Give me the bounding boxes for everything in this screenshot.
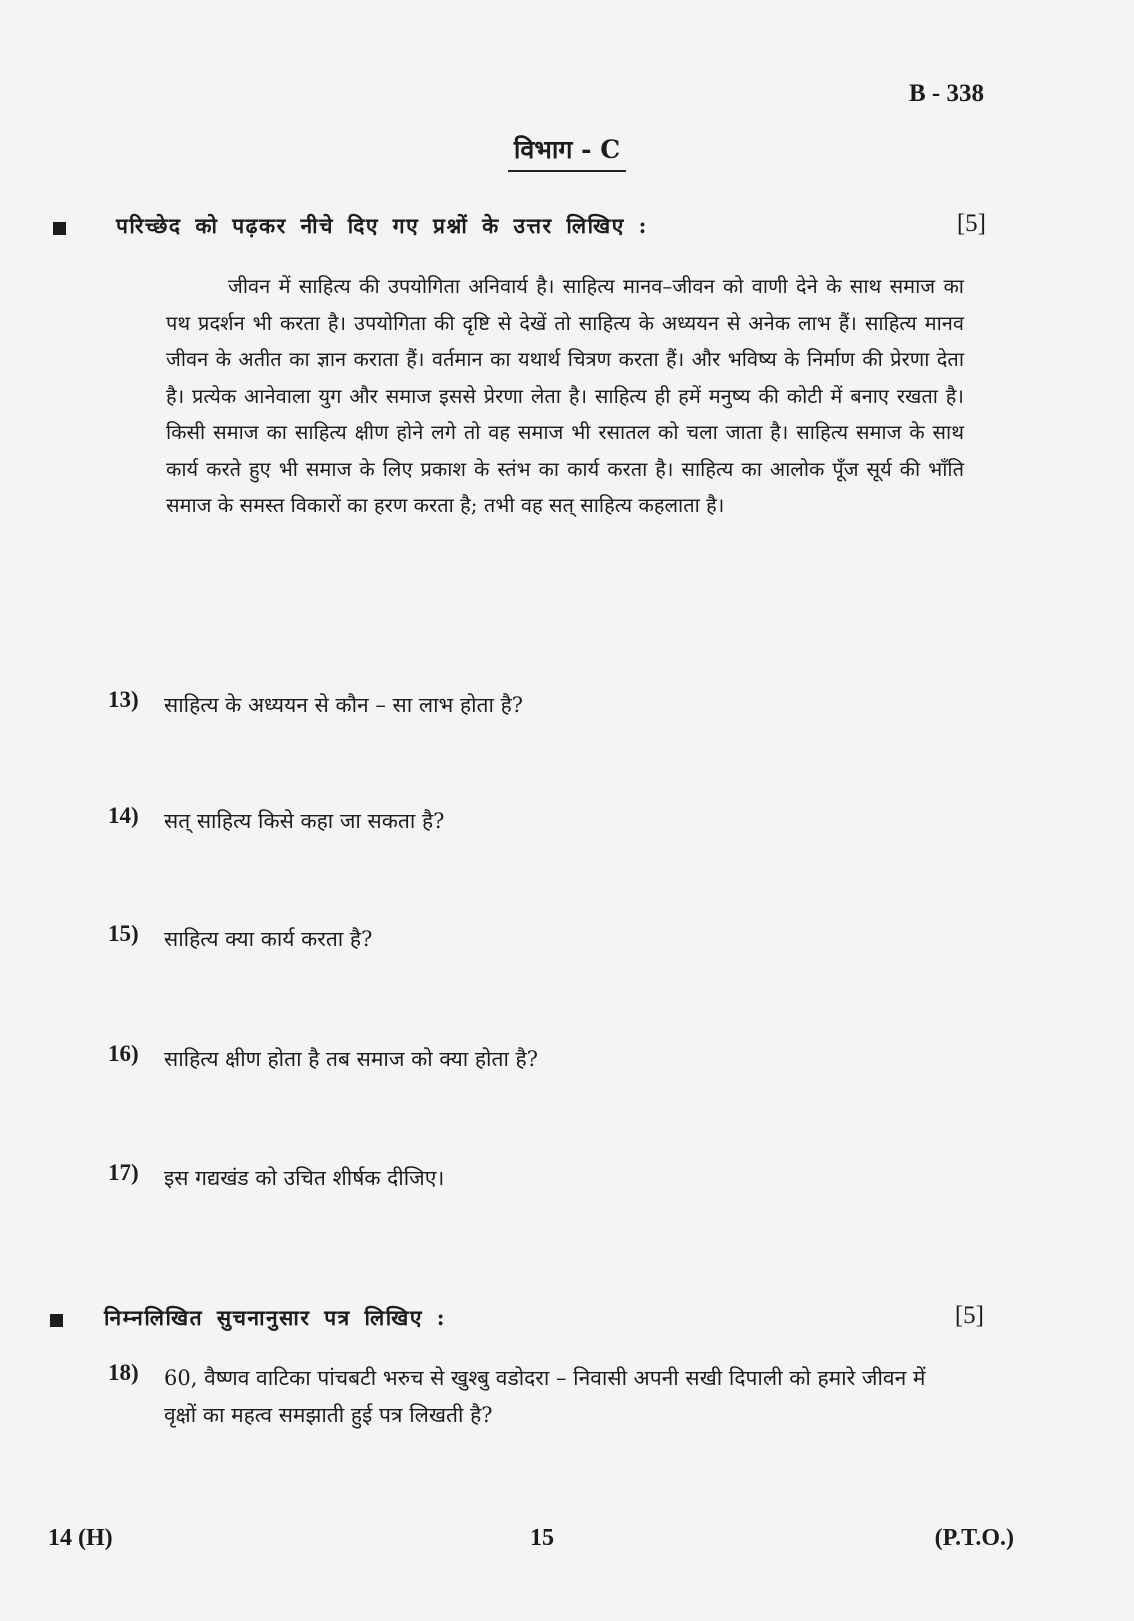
comprehension-instruction: परिच्छेद को पढ़कर नीचे दिए गए प्रश्नों के उत्तर लिखिए : [116, 213, 648, 238]
question-number: 15) [108, 921, 139, 946]
question-number: 16) [108, 1041, 139, 1066]
question-text: साहित्य के अध्ययन से कौन – सा लाभ होता है? [164, 693, 524, 717]
page-number: 15 [530, 1525, 554, 1551]
footer-code: 14 (H) [48, 1525, 113, 1551]
question-16 [108, 1041, 964, 1078]
question-14 [108, 803, 964, 840]
question-text: साहित्य क्या कार्य करता है? [164, 927, 373, 951]
pto-label: (P.T.O.) [934, 1525, 1014, 1551]
paper-code: B - 338 [909, 80, 984, 107]
question-number: 14) [108, 803, 139, 828]
section-title-text: विभाग - C [508, 132, 626, 172]
letter-instruction: निम्नलिखित सुचनानुसार पत्र लिखिए : [104, 1305, 447, 1330]
bullet-icon [53, 222, 66, 235]
question-text: सत् साहित्य किसे कहा जा सकता है? [164, 809, 445, 833]
question-18 [108, 1360, 954, 1434]
question-13 [108, 687, 964, 724]
question-number: 17) [108, 1160, 139, 1185]
passage: जीवन में साहित्य की उपयोगिता अनिवार्य है। साहित्य मानव–जीवन को वाणी देने के साथ समाज का पथ प्रदर्शन भी करता है। उपयोगिता की दृष्टि से देखें तो साहित्य के अध्ययन से अनेक लाभ हैं। साहित्य मानव जीवन के अतीत का ज्ञान कराता हैं। वर्तमान का यथार्थ चित्रण करता हैं। और भविष्य के निर्माण की प्रेरणा देता है। प्रत्येक आनेवाला युग और समाज इससे प्रेरणा लेता है। साहित्य ही हमें मनुष्य की कोटी में बनाए रखता है। किसी समाज का साहित्य क्षीण होने लगे तो वह समाज भी रसातल को चला जाता है। साहित्य समाज के साथ कार्य करते हुए भी समाज के लिए प्रकाश के स्तंभ का कार्य करता है। साहित्य का आलोक पूँज सूर्य की भाँति समाज के समस्त विकारों का हरण करता है; तभी वह सत् साहित्य कहलाता है। [166, 274, 964, 517]
question-15 [108, 921, 964, 958]
question-number: 18) [108, 1360, 139, 1385]
letter-marks: [5] [954, 1302, 984, 1329]
comprehension-marks: [5] [956, 210, 986, 237]
question-text: साहित्य क्षीण होता है तब समाज को क्या होता है? [164, 1047, 538, 1071]
question-number: 13) [108, 687, 139, 712]
question-text: इस गद्यखंड को उचित शीर्षक दीजिए। [164, 1166, 445, 1190]
question-text: 60, वैष्णव वाटिका पांचबटी भरुच से खुश्बु वडोदरा – निवासी अपनी सखी दिपाली को हमारे जीवन में वृक्षों का महत्व समझाती हुई पत्र लिखती है? [164, 1366, 926, 1427]
section-title [0, 132, 1134, 172]
question-17 [108, 1160, 964, 1197]
bullet-icon [50, 1314, 63, 1327]
